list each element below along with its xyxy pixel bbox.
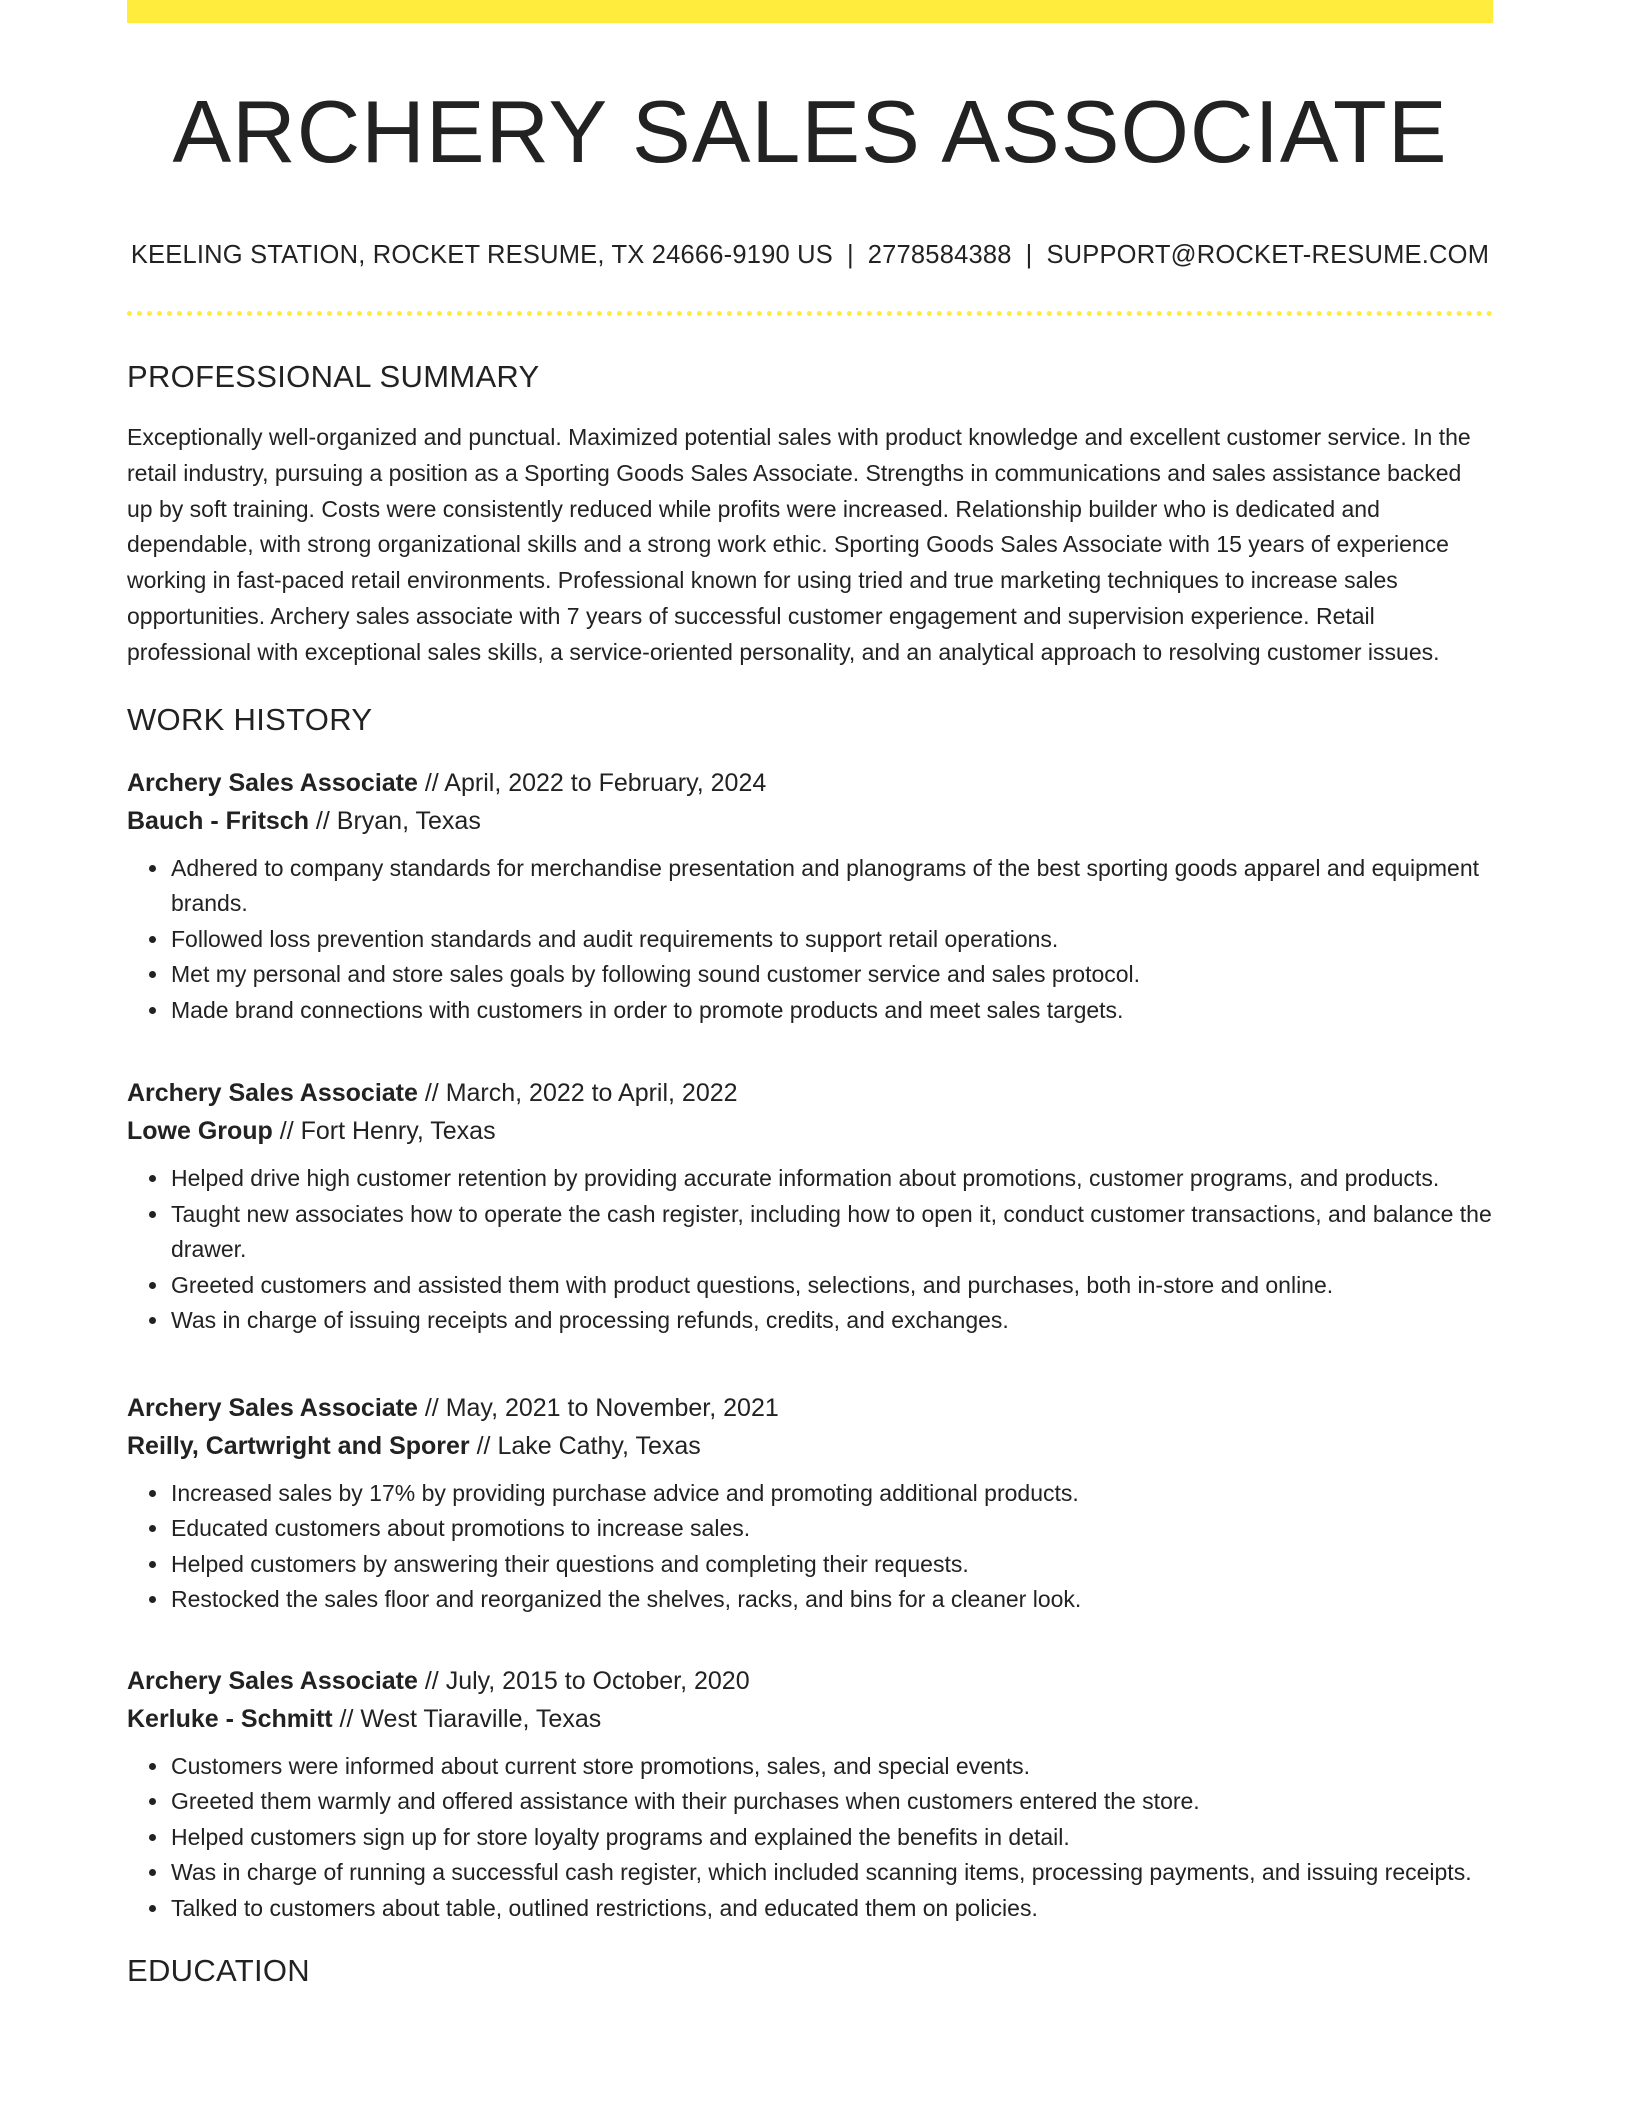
job-location: // Lake Cathy, Texas bbox=[469, 1431, 701, 1460]
job-entry bbox=[127, 764, 1493, 1029]
job-bullet: • Taught new associates how to operate the cash register, including how to open it, conduct customer transactions, and balance the drawer. bbox=[170, 1197, 1493, 1268]
job-entry bbox=[127, 1662, 1493, 1927]
dotted-divider bbox=[127, 311, 1493, 316]
job-entry bbox=[127, 1074, 1493, 1339]
job-bullet: • Restocked the sales floor and reorganized the shelves, racks, and bins for a cleaner look. bbox=[170, 1582, 1493, 1618]
job-location: // Fort Henry, Texas bbox=[272, 1117, 496, 1146]
job-role-line bbox=[127, 764, 1493, 802]
job-role-line bbox=[127, 1389, 1493, 1427]
job-company-line bbox=[127, 1427, 1493, 1465]
job-role: Archery Sales Associate bbox=[127, 1079, 418, 1108]
job-location: // West Tiaraville, Texas bbox=[332, 1704, 602, 1733]
resume-page bbox=[127, 0, 1493, 1989]
resume-title: ARCHERY SALES ASSOCIATE bbox=[172, 82, 1448, 181]
job-bullet: • Was in charge of issuing receipts and processing refunds, credits, and exchanges. bbox=[170, 1303, 1493, 1339]
job-bullet: • Followed loss prevention standards and audit requirements to support retail operations. bbox=[170, 922, 1493, 958]
job-bullet: • Greeted them warmly and offered assistance with their purchases when customers entered the store. bbox=[170, 1784, 1493, 1820]
job-role: Archery Sales Associate bbox=[127, 1666, 418, 1695]
job-entry bbox=[127, 1389, 1493, 1618]
job-location: // Bryan, Texas bbox=[308, 806, 481, 835]
job-role: Archery Sales Associate bbox=[127, 768, 418, 797]
job-bullet: • Helped customers sign up for store loyalty programs and explained the benefits in detail. bbox=[170, 1820, 1493, 1856]
education-heading: EDUCATION bbox=[127, 1953, 310, 1989]
job-bullet-list bbox=[127, 1161, 1493, 1339]
job-bullet: • Talked to customers about table, outlined restrictions, and educated them on policies. bbox=[170, 1891, 1493, 1927]
job-bullet-list bbox=[127, 851, 1493, 1029]
job-bullet: • Made brand connections with customers in order to promote products and meet sales targets. bbox=[170, 993, 1493, 1029]
job-bullet: • Educated customers about promotions to increase sales. bbox=[170, 1511, 1493, 1547]
summary-heading: PROFESSIONAL SUMMARY bbox=[127, 358, 540, 394]
job-dates: // July, 2015 to October, 2020 bbox=[417, 1666, 750, 1695]
job-company-line bbox=[127, 802, 1493, 840]
contact-separator: | bbox=[1025, 241, 1033, 270]
job-role-line bbox=[127, 1074, 1493, 1112]
job-role-line bbox=[127, 1662, 1493, 1700]
job-dates: // April, 2022 to February, 2024 bbox=[417, 768, 767, 797]
job-company: Lowe Group bbox=[127, 1117, 273, 1146]
job-bullet: • Helped customers by answering their questions and completing their requests. bbox=[170, 1547, 1493, 1583]
job-company-line bbox=[127, 1112, 1493, 1150]
contact-email[interactable]: SUPPORT@ROCKET-RESUME.COM bbox=[1046, 241, 1490, 270]
job-company: Kerluke - Schmitt bbox=[127, 1704, 333, 1733]
job-dates: // May, 2021 to November, 2021 bbox=[417, 1393, 779, 1422]
job-bullet: • Increased sales by 17% by providing purchase advice and promoting additional products. bbox=[170, 1476, 1493, 1512]
contact-phone[interactable]: 2778584388 bbox=[867, 241, 1012, 270]
contact-address: KEELING STATION, ROCKET RESUME, TX 24666-9190 US bbox=[130, 241, 833, 270]
job-bullet-list bbox=[127, 1476, 1493, 1618]
job-dates: // March, 2022 to April, 2022 bbox=[417, 1079, 738, 1108]
job-company-line bbox=[127, 1700, 1493, 1738]
job-bullet: • Greeted customers and assisted them with product questions, selections, and purchases, both in-store and online. bbox=[170, 1268, 1493, 1304]
contact-line bbox=[127, 240, 1493, 271]
job-bullet: • Customers were informed about current store promotions, sales, and special events. bbox=[170, 1749, 1493, 1785]
job-bullet: • Met my personal and store sales goals by following sound customer service and sales protocol. bbox=[170, 957, 1493, 993]
job-role: Archery Sales Associate bbox=[127, 1393, 418, 1422]
summary-paragraph: Exceptionally well-organized and punctual. Maximized potential sales with product knowledge and excellent customer service. In the retail industry, pursuing a position as a Sporting Goods Sales Associate. Strengths in communications and sales assistance backed up by soft training. Costs were consistently reduced while profits were increased. Relationship builder who is dedicated and dependable, with strong organizational skills and a strong work ethic. Sporting Goods Sales Associate with 15 years of experience working in fast-paced retail environments. Professional known for using tried and true marketing techniques to increase sales opportunities. Archery sales associate with 7 years of successful customer engagement and supervision experience. Retail professional with exceptional sales skills, a service-oriented personality, and an analytical approach to resolving customer issues. bbox=[127, 423, 1471, 665]
contact-separator: | bbox=[846, 241, 854, 270]
job-bullet: • Helped drive high customer retention by providing accurate information about promotions, customer programs, and products. bbox=[170, 1161, 1493, 1197]
job-company: Reilly, Cartwright and Sporer bbox=[127, 1431, 470, 1460]
accent-top-bar bbox=[127, 0, 1493, 23]
work-history-heading: WORK HISTORY bbox=[127, 701, 373, 737]
job-bullet-list bbox=[127, 1749, 1493, 1927]
job-company: Bauch - Fritsch bbox=[127, 806, 309, 835]
job-bullet: • Adhered to company standards for merchandise presentation and planograms of the best sporting goods apparel and equipment brands. bbox=[170, 851, 1493, 922]
job-bullet: • Was in charge of running a successful cash register, which included scanning items, processing payments, and issuing receipts. bbox=[170, 1855, 1493, 1891]
